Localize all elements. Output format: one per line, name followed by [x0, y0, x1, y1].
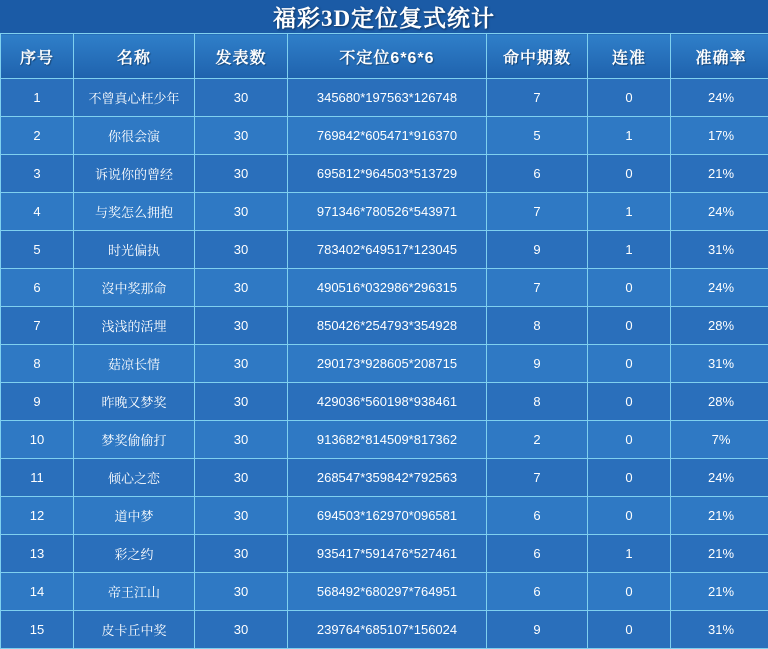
cell-rate: 21%	[671, 535, 768, 573]
cell-hit: 8	[487, 307, 588, 345]
table-row	[1, 231, 768, 269]
cell-streak: 1	[588, 231, 671, 269]
table-row	[1, 611, 768, 649]
cell-name: 与奖怎么拥抱	[74, 193, 195, 231]
cell-index: 7	[1, 307, 74, 345]
cell-index: 9	[1, 383, 74, 421]
cell-streak: 1	[588, 193, 671, 231]
cell-streak: 0	[588, 155, 671, 193]
cell-rate: 24%	[671, 459, 768, 497]
table-row	[1, 345, 768, 383]
table-row	[1, 535, 768, 573]
cell-rate: 24%	[671, 79, 768, 117]
cell-combo: 345680*197563*126748	[288, 79, 487, 117]
cell-name: 浅浅的活埋	[74, 307, 195, 345]
cell-streak: 1	[588, 535, 671, 573]
cell-name: 沒中奖那命	[74, 269, 195, 307]
cell-count: 30	[195, 421, 288, 459]
header-index: 序号	[1, 34, 74, 79]
cell-streak: 0	[588, 383, 671, 421]
cell-hit: 7	[487, 79, 588, 117]
header-row	[1, 34, 768, 79]
cell-index: 1	[1, 79, 74, 117]
cell-name: 倾心之恋	[74, 459, 195, 497]
cell-streak: 0	[588, 611, 671, 649]
cell-count: 30	[195, 535, 288, 573]
header-count: 发表数	[195, 34, 288, 79]
cell-count: 30	[195, 611, 288, 649]
cell-index: 10	[1, 421, 74, 459]
cell-combo: 290173*928605*208715	[288, 345, 487, 383]
cell-streak: 0	[588, 573, 671, 611]
table-row	[1, 307, 768, 345]
cell-count: 30	[195, 573, 288, 611]
cell-hit: 2	[487, 421, 588, 459]
cell-streak: 1	[588, 117, 671, 155]
cell-rate: 24%	[671, 269, 768, 307]
page-title: 福彩3D定位复式统计	[273, 0, 495, 33]
cell-rate: 21%	[671, 155, 768, 193]
cell-index: 3	[1, 155, 74, 193]
table-row	[1, 497, 768, 535]
cell-rate: 21%	[671, 573, 768, 611]
table-row	[1, 155, 768, 193]
cell-hit: 9	[487, 345, 588, 383]
cell-name: 皮卡丘中奖	[74, 611, 195, 649]
cell-combo: 429036*560198*938461	[288, 383, 487, 421]
cell-combo: 268547*359842*792563	[288, 459, 487, 497]
cell-rate: 31%	[671, 345, 768, 383]
cell-count: 30	[195, 383, 288, 421]
cell-rate: 31%	[671, 611, 768, 649]
cell-name: 梦奖偷偷打	[74, 421, 195, 459]
cell-combo: 568492*680297*764951	[288, 573, 487, 611]
table-body	[1, 79, 768, 649]
cell-combo: 935417*591476*527461	[288, 535, 487, 573]
cell-name: 菇凉长情	[74, 345, 195, 383]
cell-hit: 7	[487, 459, 588, 497]
cell-index: 5	[1, 231, 74, 269]
cell-streak: 0	[588, 79, 671, 117]
cell-index: 15	[1, 611, 74, 649]
cell-hit: 6	[487, 155, 588, 193]
cell-hit: 6	[487, 535, 588, 573]
cell-hit: 5	[487, 117, 588, 155]
cell-index: 6	[1, 269, 74, 307]
cell-count: 30	[195, 307, 288, 345]
cell-index: 2	[1, 117, 74, 155]
table-row	[1, 573, 768, 611]
table-header	[1, 34, 768, 79]
header-hit: 命中期数	[487, 34, 588, 79]
cell-streak: 0	[588, 421, 671, 459]
cell-streak: 0	[588, 345, 671, 383]
cell-index: 11	[1, 459, 74, 497]
cell-count: 30	[195, 459, 288, 497]
cell-rate: 7%	[671, 421, 768, 459]
cell-name: 昨晚又梦奖	[74, 383, 195, 421]
cell-combo: 783402*649517*123045	[288, 231, 487, 269]
cell-hit: 6	[487, 573, 588, 611]
cell-streak: 0	[588, 497, 671, 535]
cell-rate: 24%	[671, 193, 768, 231]
cell-name: 道中梦	[74, 497, 195, 535]
cell-index: 14	[1, 573, 74, 611]
cell-name: 时光偏执	[74, 231, 195, 269]
cell-name: 你很会演	[74, 117, 195, 155]
cell-index: 8	[1, 345, 74, 383]
cell-hit: 7	[487, 193, 588, 231]
page-title-bar	[0, 0, 768, 33]
cell-combo: 769842*605471*916370	[288, 117, 487, 155]
cell-index: 13	[1, 535, 74, 573]
table-row	[1, 79, 768, 117]
cell-hit: 7	[487, 269, 588, 307]
table-row	[1, 269, 768, 307]
cell-combo: 239764*685107*156024	[288, 611, 487, 649]
cell-rate: 28%	[671, 307, 768, 345]
cell-hit: 9	[487, 231, 588, 269]
header-combo: 不定位6*6*6	[288, 34, 487, 79]
statistics-table	[0, 33, 768, 649]
cell-index: 12	[1, 497, 74, 535]
cell-combo: 695812*964503*513729	[288, 155, 487, 193]
cell-combo: 490516*032986*296315	[288, 269, 487, 307]
header-streak: 连准	[588, 34, 671, 79]
cell-streak: 0	[588, 307, 671, 345]
cell-count: 30	[195, 155, 288, 193]
cell-rate: 31%	[671, 231, 768, 269]
header-rate: 准确率	[671, 34, 768, 79]
cell-hit: 9	[487, 611, 588, 649]
table-row	[1, 193, 768, 231]
cell-combo: 850426*254793*354928	[288, 307, 487, 345]
cell-name: 不曾真心枉少年	[74, 79, 195, 117]
cell-rate: 21%	[671, 497, 768, 535]
cell-count: 30	[195, 79, 288, 117]
table-row	[1, 117, 768, 155]
cell-hit: 6	[487, 497, 588, 535]
cell-name: 诉说你的曾经	[74, 155, 195, 193]
cell-combo: 971346*780526*543971	[288, 193, 487, 231]
cell-count: 30	[195, 269, 288, 307]
cell-rate: 17%	[671, 117, 768, 155]
table-row	[1, 421, 768, 459]
cell-count: 30	[195, 193, 288, 231]
cell-count: 30	[195, 497, 288, 535]
cell-hit: 8	[487, 383, 588, 421]
cell-name: 彩之约	[74, 535, 195, 573]
cell-name: 帝王江山	[74, 573, 195, 611]
table-row	[1, 459, 768, 497]
cell-count: 30	[195, 117, 288, 155]
header-name: 名称	[74, 34, 195, 79]
cell-rate: 28%	[671, 383, 768, 421]
cell-streak: 0	[588, 269, 671, 307]
cell-count: 30	[195, 231, 288, 269]
cell-streak: 0	[588, 459, 671, 497]
table-row	[1, 383, 768, 421]
cell-count: 30	[195, 345, 288, 383]
cell-index: 4	[1, 193, 74, 231]
cell-combo: 913682*814509*817362	[288, 421, 487, 459]
cell-combo: 694503*162970*096581	[288, 497, 487, 535]
